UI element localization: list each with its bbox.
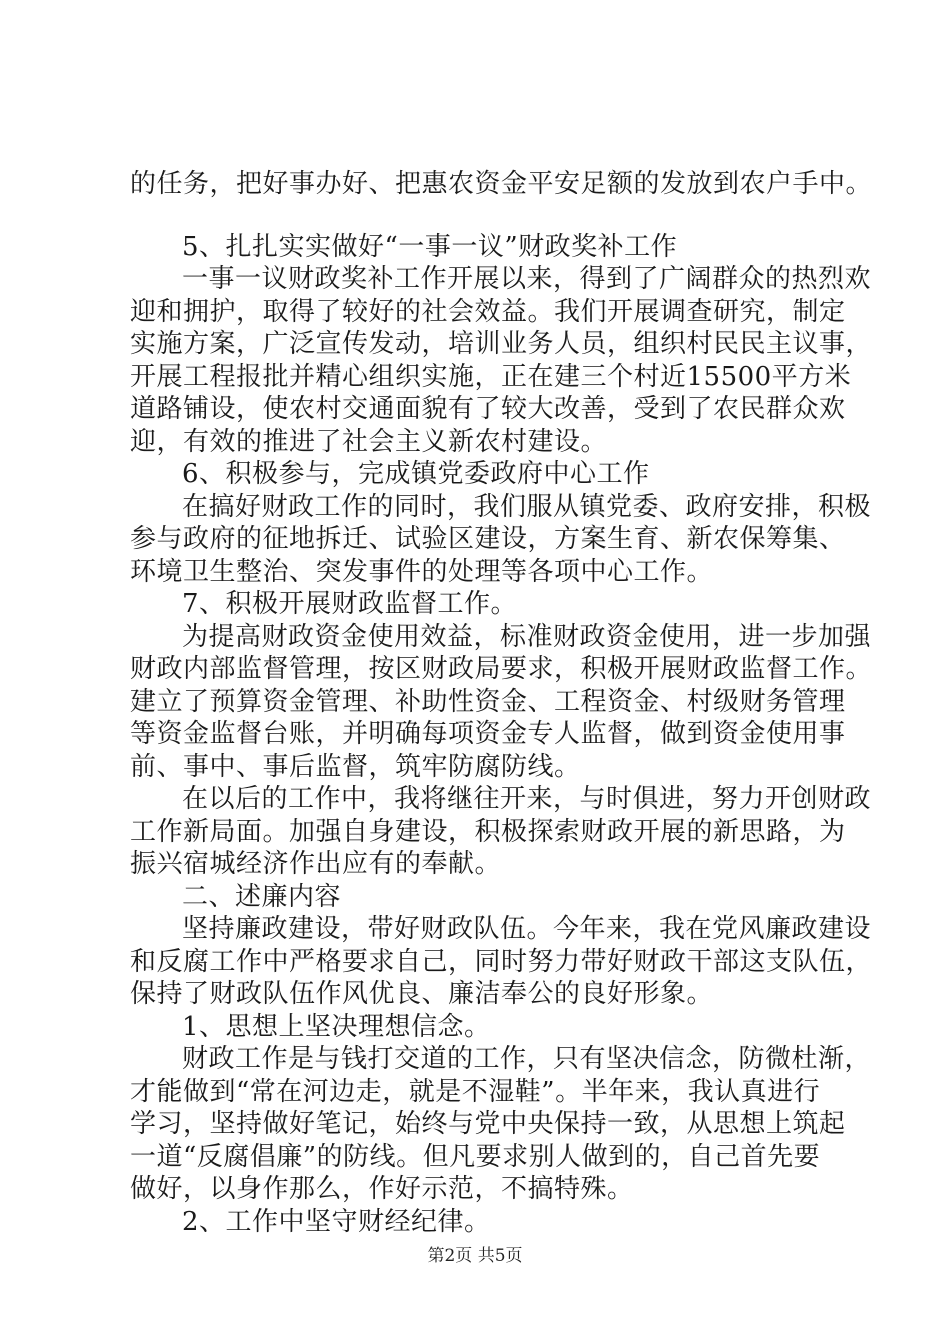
text-line: 工作新局面。加强自身建设，积极探索财政开展的新思路，为 [130,816,846,847]
text-line: 实施方案，广泛宣传发动，培训业务人员，组织村民民主议事， [130,329,873,359]
text-line: 参与政府的征地拆迁、试验区建设，方案生育、新农保筹集、 [130,524,846,554]
text-line: 在以后的工作中，我将继往开来，与时俱进，努力开创财政 [182,784,872,814]
text-line: 和反腐工作中严格要求自己，同时努力带好财政干部这支队伍， [130,946,873,977]
section-heading: 1、思想上坚决理想信念。 [182,1011,491,1042]
text-line: 一道“反腐倡廉”的防线。但凡要求别人做到的，自己首先要 [130,1141,821,1172]
text-line: 前、事中、事后监督，筑牢防腐防线。 [130,751,581,782]
text-line: 财政内部监督管理，按区财政局要求，积极开展财政监督工作。 [130,654,873,684]
document-body [130,168,873,1238]
text-line: 才能做到“常在河边走，就是不湿鞋”。半年来，我认真进行 [130,1076,821,1107]
section-heading: 5、扎扎实实做好“一事一议”财政奖补工作 [182,231,678,262]
text-line: 环境卫生整治、突发事件的处理等各项中心工作。 [130,556,714,587]
text-line: 开展工程报批并精心组织实施，正在建三个村近15500平方米 [130,361,852,392]
text-line: 一事一议财政奖补工作开展以来，得到了广阔群众的热烈欢 [182,264,872,294]
text-line: 在搞好财政工作的同时，我们服从镇党委、政府安排，积极 [182,491,872,522]
section-heading: 2、工作中坚守财经纪律。 [182,1206,491,1237]
paragraph-gap [130,201,870,231]
text-line: 迎和拥护，取得了较好的社会效益。我们开展调查研究，制定 [130,296,846,327]
section-heading: 7、积极开展财政监督工作。 [182,589,518,619]
text-line: 道路铺设，使农村交通面貌有了较大改善，受到了农民群众欢 [130,394,846,424]
text-line: 学习，坚持做好笔记，始终与党中央保持一致，从思想上筑起 [130,1109,846,1139]
text-line: 为提高财政资金使用效益，标准财政资金使用，进一步加强 [182,621,872,652]
section-heading: 6、积极参与，完成镇党委政府中心工作 [182,459,650,489]
text-line: 坚持廉政建设，带好财政队伍。今年来，我在党风廉政建设 [182,914,872,944]
text-line: 的任务，把好事办好、把惠农资金平安足额的发放到农户手中。 [130,169,873,199]
text-line: 振兴宿城经济作出应有的奉献。 [130,849,502,879]
text-line: 迎，有效的推进了社会主义新农村建设。 [130,426,608,457]
section-heading: 二、述廉内容 [182,881,342,912]
text-line: 等资金监督台账，并明确每项资金专人监督，做到资金使用事 [130,719,846,749]
page-footer: 第2页 共5页 [427,1246,523,1266]
text-line: 财政工作是与钱打交道的工作，只有坚决信念，防微杜渐， [182,1044,872,1074]
text-line: 保持了财政队伍作风优良、廉洁奉公的良好形象。 [130,979,714,1009]
text-line: 做好，以身作那么，作好示范，不搞特殊。 [130,1174,634,1204]
text-line: 建立了预算资金管理、补助性资金、工程资金、村级财务管理 [130,686,846,717]
